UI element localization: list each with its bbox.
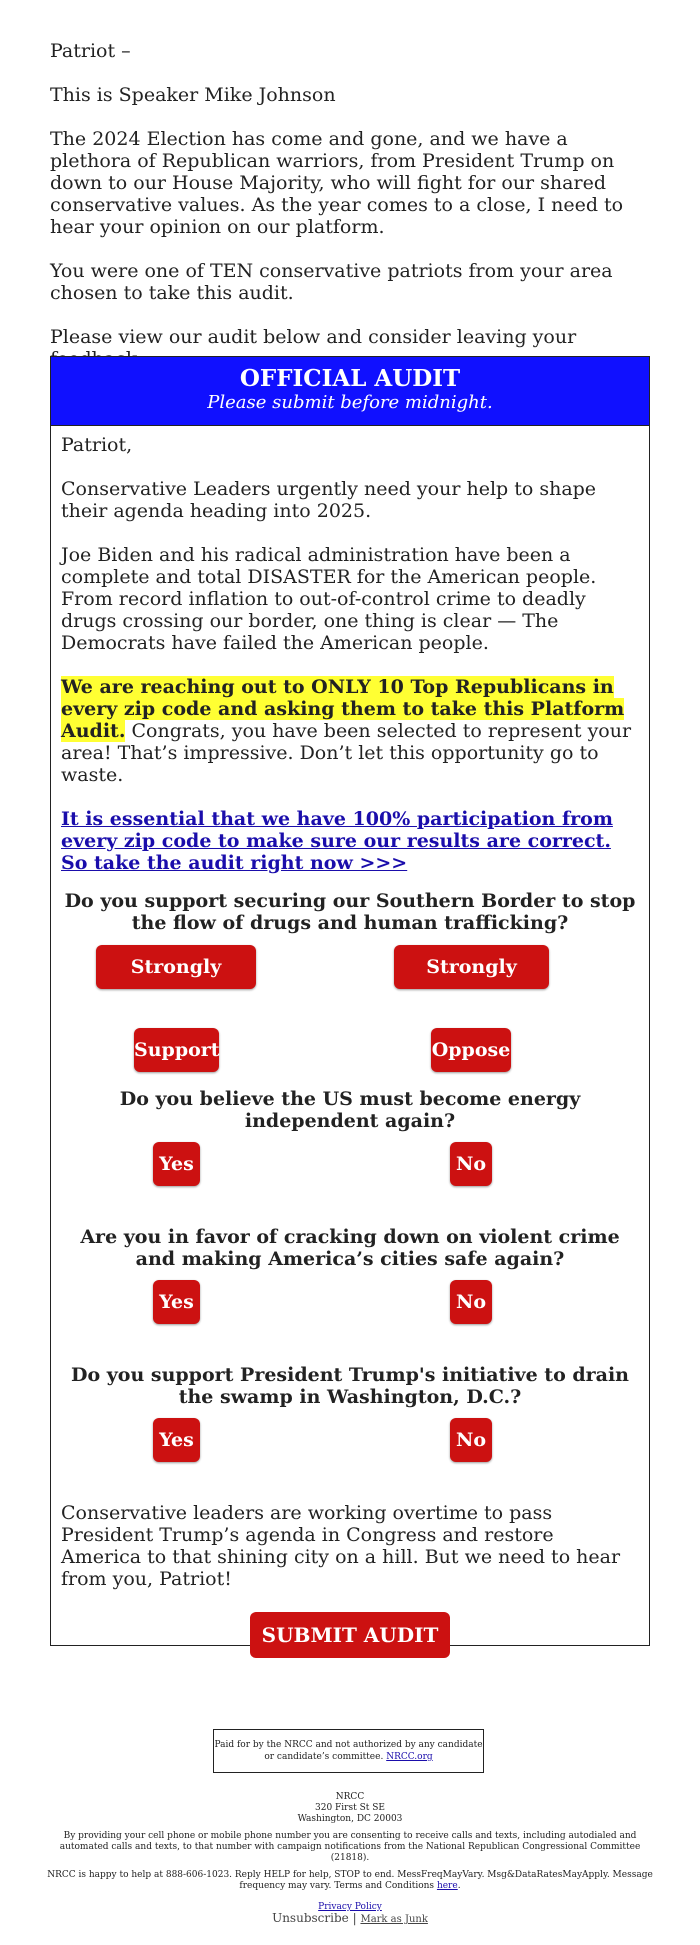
audit-box [50, 356, 650, 1646]
greeting: Patriot – [50, 40, 131, 62]
answer-row [61, 944, 639, 1028]
yes-button[interactable]: Yes [153, 1418, 200, 1462]
audit-title: OFFICIAL AUDIT [239, 365, 461, 392]
city: Washington, DC 20003 [297, 1814, 403, 1824]
question-southern-border: Do you support securing our Southern Border to stop the flow of drugs and human trafficking? [64, 890, 636, 934]
nrcc-link[interactable]: NRCC.org [386, 1752, 433, 1762]
consent-text: By providing your cell phone or mobile phone number you are consenting to receive calls and texts, including autodialed and automated calls and texts, to that number with campaign notifications from the National Republican Congressional Committee (21818). [59, 1831, 641, 1863]
no-button[interactable]: No [450, 1418, 492, 1462]
question-crime: Are you in favor of cracking down on violent crime and making America’s cities safe again? [80, 1226, 620, 1270]
yes-button[interactable]: Yes [153, 1280, 200, 1324]
footer [40, 1792, 660, 1925]
unsubscribe-row [40, 1913, 660, 1925]
intro-paragraph: You were one of TEN conservative patriots from your area chosen to take this audit. [50, 260, 613, 304]
audit-link-paragraph [61, 808, 639, 874]
submit-audit-button[interactable]: SUBMIT AUDIT [250, 1612, 451, 1658]
terms-link[interactable]: here [436, 1881, 458, 1891]
audit-header [51, 357, 649, 426]
intro-section [50, 40, 650, 392]
unsubscribe-link[interactable]: Unsubscribe [272, 1911, 349, 1925]
street: 320 First St SE [315, 1803, 385, 1813]
help-text: NRCC is happy to help at 888-606-1023. Reply HELP for help, STOP to end. MessFreqMayVary. Msg&DataRatesMayApply. Message frequency may vary. Terms and Conditions [47, 1870, 653, 1891]
audit-paragraph: Conservative Leaders urgently need your help to shape their agenda heading into 2025. [61, 478, 597, 522]
yes-button[interactable]: Yes [153, 1142, 200, 1186]
question-energy: Do you believe the US must become energy independent again? [119, 1088, 581, 1132]
paid-for-box [213, 1729, 484, 1773]
selected-text: Congrats, you have been selected to represent your area! That’s impressive. Don’t let this opportunity go to waste. [61, 720, 632, 786]
help-text-paragraph: NRCC is happy to help at 888-606-1023. Reply HELP for help, STOP to end. MessFreqMayVary. Msg&DataRatesMayApply. Message frequency may vary. Terms and Conditions here. [47, 1870, 653, 1891]
answer-row [61, 1418, 639, 1502]
submit-wrap [61, 1612, 639, 1658]
audit-paragraph [61, 676, 639, 786]
address [40, 1792, 660, 1825]
answer-row [61, 1280, 639, 1364]
paid-for-text: Paid for by the NRCC and not authorized by any candidate or candidate’s committee. [214, 1740, 483, 1762]
take-audit-link[interactable]: It is essential that we have 100% participation from every zip code to make sure our results are correct. So take the audit right now >>> [61, 808, 613, 874]
strongly-support-button[interactable]: Strongly Support [96, 945, 256, 989]
mark-junk-link[interactable]: Mark as Junk [360, 1914, 428, 1925]
privacy-policy-link[interactable]: Privacy Policy [318, 1902, 382, 1912]
highlighted-text: We are reaching out to ONLY 10 Top Republicans in every zip code and asking them to take this Platform Audit. [61, 676, 625, 742]
oppose-button[interactable]: Oppose [431, 1028, 511, 1072]
separator: | [352, 1911, 357, 1925]
audit-paragraph: Joe Biden and his radical administration have been a complete and total DISASTER for the American people. From record inflation to out-of-control crime to deadly drugs crossing our border, one thing is clear — The Democrats have failed the American people. [61, 544, 597, 654]
audit-subtitle: Please submit before midnight. [207, 392, 493, 413]
answer-row [61, 1142, 639, 1226]
strongly-oppose-button[interactable]: Strongly Oppose [394, 945, 549, 989]
intro-paragraph: The 2024 Election has come and gone, and we have a plethora of Republican warriors, from President Trump on down to our House Majority, who will fight for our shared conservative values. As the year comes to a close, I need to hear your opinion on our platform. [50, 128, 624, 238]
no-button[interactable]: No [450, 1280, 492, 1324]
no-button[interactable]: No [450, 1142, 492, 1186]
question-drain-swamp: Do you support President Trump's initiative to drain the swamp in Washington, D.C.? [70, 1364, 630, 1408]
org-name: NRCC [335, 1792, 365, 1802]
sender-line: This is Speaker Mike Johnson [50, 84, 336, 106]
answer-row [61, 1028, 639, 1088]
support-button[interactable]: Support [134, 1028, 219, 1072]
intro-paragraph: Please view our audit below and consider leaving your [50, 326, 577, 348]
audit-body [51, 426, 649, 1658]
closing-paragraph: Conservative leaders are working overtime to pass President Trump’s agenda in Congress and restore America to that shining city on a hill. But we need to hear from you, Patriot! [61, 1502, 621, 1590]
audit-salutation: Patriot, [61, 434, 133, 456]
